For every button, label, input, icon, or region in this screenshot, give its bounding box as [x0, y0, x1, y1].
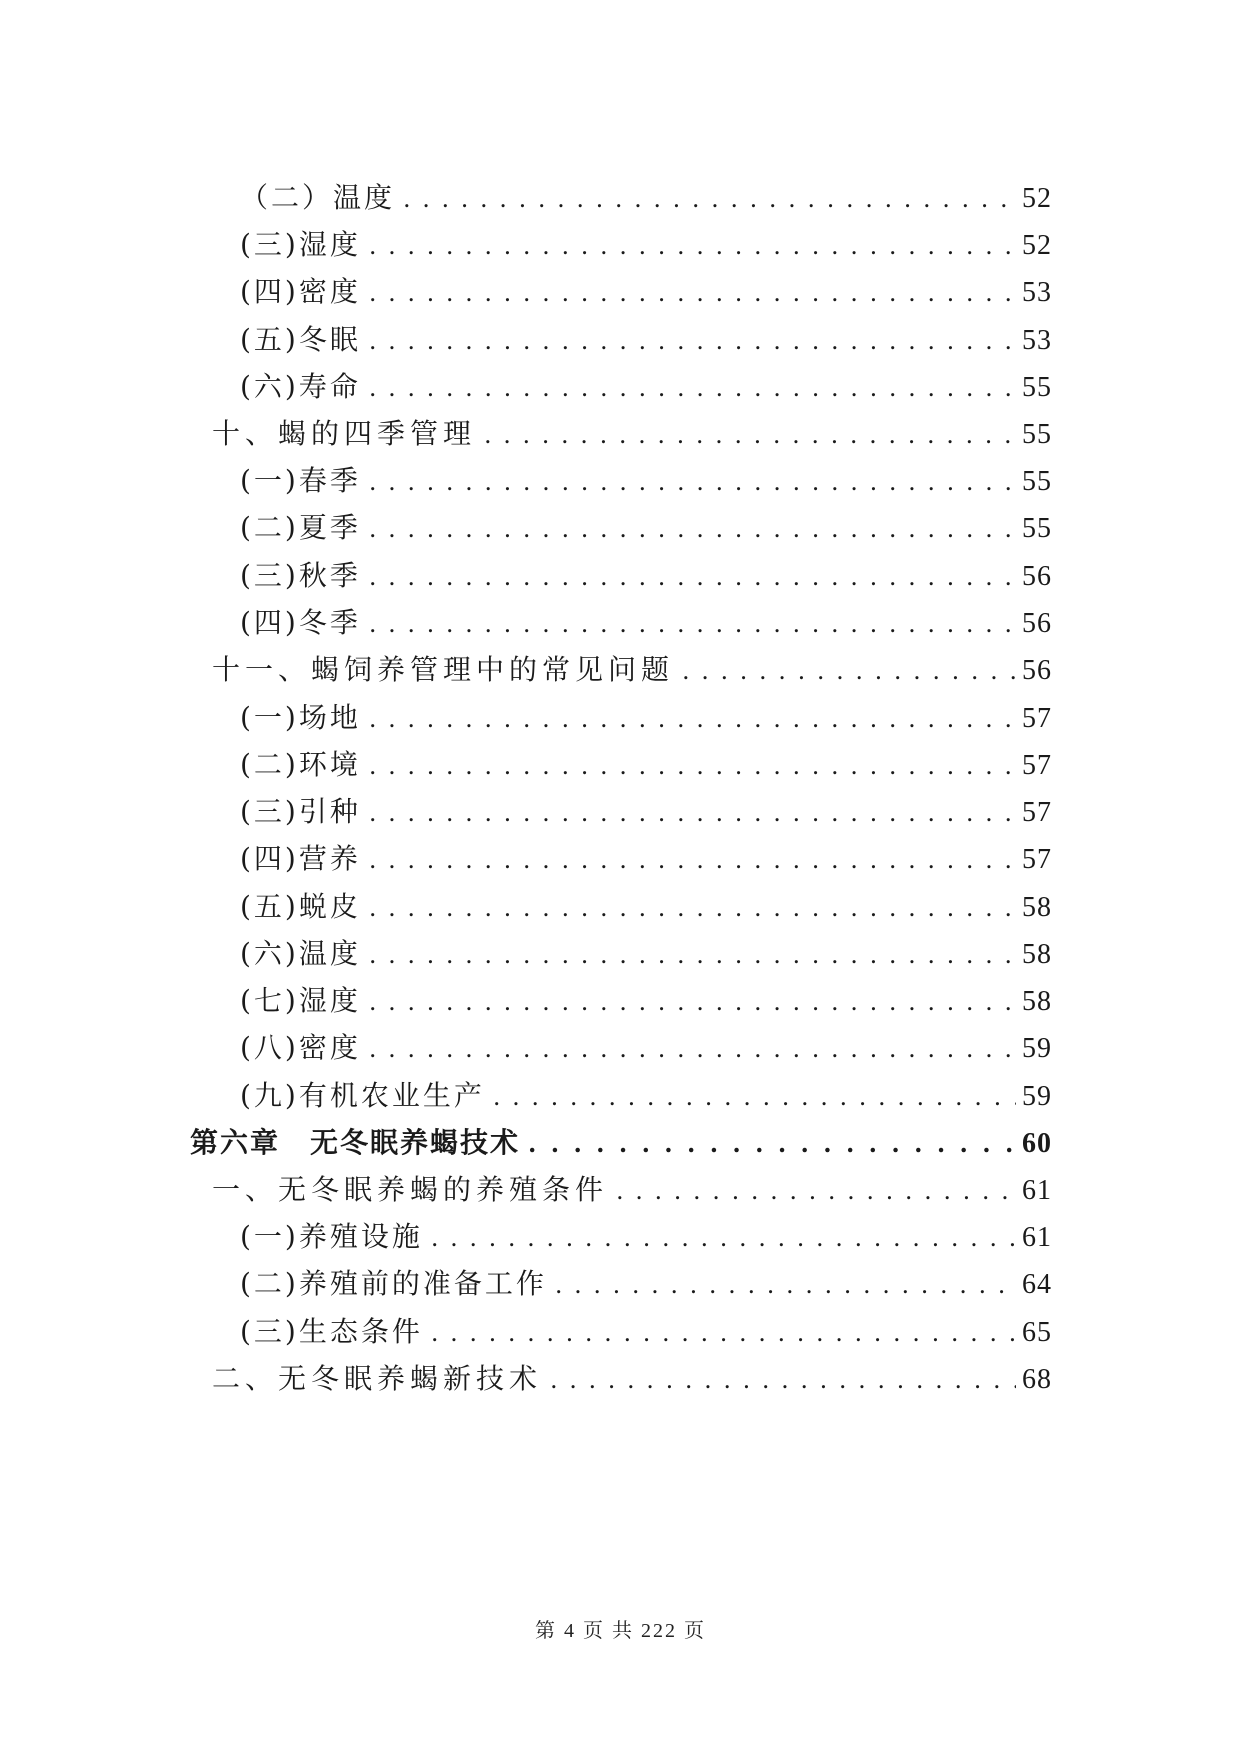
toc-entry[interactable] — [240, 1217, 1052, 1257]
toc-entry-page: 55 — [1022, 513, 1052, 544]
toc-entry-title: (一)场地 — [240, 701, 361, 734]
dot-leader — [369, 321, 1016, 361]
dot-leader — [369, 840, 1016, 880]
dot-leader — [369, 557, 1016, 597]
toc-entry-title: (七)湿度 — [240, 984, 361, 1017]
toc-entry[interactable] — [240, 1028, 1052, 1068]
toc-entry-page: 61 — [1022, 1222, 1052, 1253]
toc-entry-page: 55 — [1022, 466, 1052, 497]
toc-entry-title: (九)有机农业生产 — [240, 1079, 485, 1112]
dot-leader — [369, 746, 1016, 786]
toc-entry[interactable] — [240, 1264, 1052, 1304]
toc-entry-page: 57 — [1022, 750, 1052, 781]
toc-entry[interactable] — [240, 603, 1052, 643]
dot-leader — [555, 1265, 1016, 1305]
dot-leader — [528, 1124, 1016, 1164]
dot-leader — [369, 368, 1016, 408]
toc-entry-title: (三)生态条件 — [240, 1315, 423, 1348]
toc-entry-page: 56 — [1022, 608, 1052, 639]
toc-entry-title: (三)湿度 — [240, 228, 361, 261]
dot-leader — [369, 273, 1016, 313]
dot-leader — [369, 226, 1016, 266]
dot-leader — [369, 699, 1016, 739]
toc-entry[interactable] — [212, 1359, 1052, 1399]
toc-entry-title: (五)冬眠 — [240, 323, 361, 356]
toc-entry-page: 57 — [1022, 844, 1052, 875]
toc-entry[interactable] — [240, 272, 1052, 312]
toc-entry-page: 61 — [1022, 1175, 1052, 1206]
toc-entry-page: 59 — [1022, 1033, 1052, 1064]
dot-leader — [431, 1313, 1016, 1353]
toc-entry-title: 十、蝎的四季管理 — [212, 417, 477, 450]
toc-entry-title: (三)引种 — [240, 795, 361, 828]
toc-entry-title: (八)密度 — [240, 1031, 361, 1064]
dot-leader — [493, 1077, 1016, 1117]
toc-entry[interactable] — [240, 367, 1052, 407]
toc-entry[interactable] — [240, 745, 1052, 785]
toc-entry[interactable] — [240, 1312, 1052, 1352]
toc-entry-title: 十一、蝎饲养管理中的常见问题 — [212, 653, 675, 686]
toc-entry-page: 65 — [1022, 1317, 1052, 1348]
toc-entry-page: 56 — [1022, 655, 1052, 686]
dot-leader — [369, 462, 1016, 502]
toc-entry[interactable] — [212, 414, 1052, 454]
toc-entry[interactable] — [240, 887, 1052, 927]
toc-entry-title: (六)温度 — [240, 937, 361, 970]
toc-entry-title: (五)蜕皮 — [240, 890, 361, 923]
toc-entry-page: 52 — [1022, 183, 1052, 214]
toc-entry-page: 55 — [1022, 372, 1052, 403]
toc-entry-title: 二、无冬眠养蝎新技术 — [212, 1362, 543, 1395]
dot-leader — [369, 1029, 1016, 1069]
toc-entry[interactable] — [240, 556, 1052, 596]
toc-entry-page: 64 — [1022, 1269, 1052, 1300]
toc-entry-title: (一)养殖设施 — [240, 1220, 423, 1253]
dot-leader — [369, 888, 1016, 928]
dot-leader — [484, 415, 1016, 455]
toc-entry-page: 56 — [1022, 561, 1052, 592]
toc-entry-title: 第六章 无冬眠养蝎技术 — [190, 1126, 521, 1159]
toc-entry[interactable] — [240, 461, 1052, 501]
toc-entry-title: (四)密度 — [240, 275, 361, 308]
toc-entry[interactable] — [240, 508, 1052, 548]
dot-leader — [550, 1360, 1016, 1400]
toc-entry-title: （二）温度 — [240, 181, 396, 214]
dot-leader — [369, 935, 1016, 975]
toc-entry-title: (四)冬季 — [240, 606, 361, 639]
toc-entry-page: 60 — [1022, 1128, 1052, 1159]
toc-entry-page: 53 — [1022, 325, 1052, 356]
toc-entry[interactable] — [240, 320, 1052, 360]
page-footer: 第 4 页 共 222 页 — [535, 1620, 706, 1642]
toc-entry-title: (六)寿命 — [240, 370, 361, 403]
toc-entry-page: 55 — [1022, 419, 1052, 450]
toc-entry[interactable] — [240, 934, 1052, 974]
toc-entry-title: (三)秋季 — [240, 559, 361, 592]
toc-entry-page: 58 — [1022, 939, 1052, 970]
toc-entry[interactable] — [240, 178, 1052, 218]
toc-entry[interactable] — [240, 839, 1052, 879]
toc-entry-page: 59 — [1022, 1081, 1052, 1112]
toc-entry-page: 58 — [1022, 986, 1052, 1017]
dot-leader — [403, 179, 1016, 219]
toc-entry[interactable] — [240, 1076, 1052, 1116]
toc-entry-page: 68 — [1022, 1364, 1052, 1395]
toc-entry[interactable] — [212, 650, 1052, 690]
toc-entry-title: (一)春季 — [240, 464, 361, 497]
toc-entry-title: (二)环境 — [240, 748, 361, 781]
dot-leader — [682, 651, 1016, 691]
toc-entry[interactable] — [240, 225, 1052, 265]
dot-leader — [431, 1218, 1016, 1258]
toc-entry[interactable] — [240, 698, 1052, 738]
toc-entry[interactable] — [212, 1170, 1052, 1210]
toc-entry-page: 52 — [1022, 230, 1052, 261]
dot-leader — [369, 604, 1016, 644]
toc-entry-page: 57 — [1022, 797, 1052, 828]
toc-entry-page: 57 — [1022, 703, 1052, 734]
dot-leader — [369, 793, 1016, 833]
toc-entry-page: 53 — [1022, 277, 1052, 308]
toc-entry-title: (二)养殖前的准备工作 — [240, 1267, 547, 1300]
toc-entry[interactable] — [240, 981, 1052, 1021]
dot-leader — [369, 509, 1016, 549]
toc-entry[interactable] — [240, 792, 1052, 832]
toc-entry-title: (四)营养 — [240, 842, 361, 875]
toc-entry-title: (二)夏季 — [240, 511, 361, 544]
dot-leader — [369, 982, 1016, 1022]
toc-chapter-entry[interactable] — [190, 1123, 1052, 1163]
toc-entry-title: 一、无冬眠养蝎的养殖条件 — [212, 1173, 609, 1206]
dot-leader — [616, 1171, 1016, 1211]
toc-entry-page: 58 — [1022, 892, 1052, 923]
